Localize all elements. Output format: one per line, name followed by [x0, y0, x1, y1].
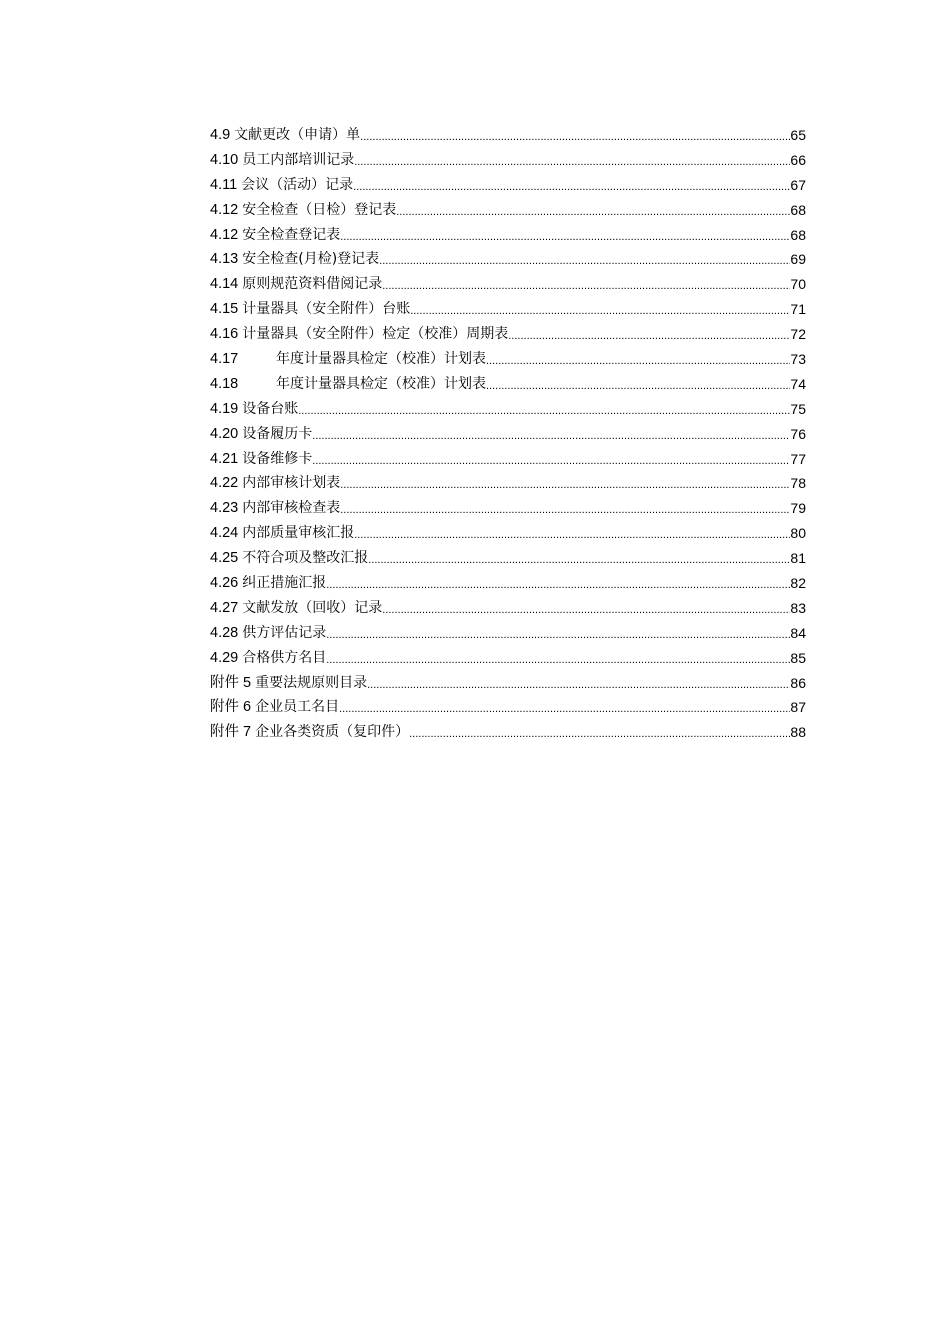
toc-entry-title: 员工内部培训记录 — [242, 151, 355, 168]
toc-entry-page: 71 — [790, 301, 806, 318]
toc-entry-title: 计量器具（安全附件）检定（校准）周期表 — [242, 326, 509, 343]
toc-entry-number: 4.12 — [210, 226, 239, 243]
toc-entry[interactable] — [210, 546, 806, 571]
toc-entry-title: 合格供方名目 — [242, 649, 327, 666]
toc-entry-page: 83 — [790, 599, 806, 616]
toc-entry[interactable] — [210, 596, 806, 621]
toc-entry-number: 4.14 — [210, 276, 239, 293]
toc-dot-leader — [382, 272, 790, 297]
toc-dot-leader — [367, 671, 790, 696]
toc-entry-number: 4.9 — [210, 126, 231, 143]
toc-entry-title: 安全检查（日检）登记表 — [242, 201, 397, 218]
toc-entry-title: 安全检查登记表 — [242, 226, 341, 243]
toc-entry-title: 设备履历卡 — [242, 425, 313, 442]
toc-entry-page: 85 — [790, 649, 806, 666]
toc-entry-title: 重要法规原则目录 — [255, 674, 368, 691]
toc-entry[interactable] — [210, 372, 806, 397]
toc-entry[interactable] — [210, 720, 806, 745]
toc-entry-title: 安全检查(月检)登记表 — [242, 251, 380, 268]
toc-entry[interactable] — [210, 322, 806, 347]
toc-dot-leader — [354, 521, 790, 546]
toc-entry-title: 原则规范资料借阅记录 — [242, 276, 383, 293]
toc-entry-number: 4.27 — [210, 599, 239, 616]
toc-entry-page: 80 — [790, 525, 806, 542]
toc-entry-page: 67 — [790, 176, 806, 193]
toc-entry-title: 设备台账 — [242, 400, 299, 417]
toc-dot-leader — [340, 471, 790, 496]
toc-dot-leader — [508, 322, 790, 347]
toc-dot-leader — [312, 422, 790, 447]
toc-entry-title: 年度计量器具检定（校准）计划表 — [276, 351, 486, 367]
toc-dot-leader — [298, 397, 790, 422]
toc-entry[interactable] — [210, 621, 806, 646]
toc-entry-page: 68 — [790, 226, 806, 243]
toc-dot-leader — [340, 496, 790, 521]
toc-entry-title: 纠正措施汇报 — [242, 575, 327, 592]
toc-dot-leader — [326, 646, 790, 671]
toc-entry-number: 4.26 — [210, 575, 239, 592]
toc-dot-leader — [312, 447, 790, 472]
toc-entry-page: 77 — [790, 450, 806, 467]
toc-entry-number: 4.11 — [210, 176, 238, 193]
toc-entry-page: 82 — [790, 575, 806, 592]
toc-entry-title: 计量器具（安全附件）台账 — [242, 301, 411, 318]
toc-entry[interactable] — [210, 272, 806, 297]
toc-entry[interactable] — [210, 223, 806, 248]
toc-entry-number: 4.17 — [210, 351, 239, 367]
toc-entry[interactable] — [210, 397, 806, 422]
toc-entry-title: 年度计量器具检定（校准）计划表 — [276, 375, 486, 392]
toc-entry-page: 72 — [790, 326, 806, 343]
toc-entry-page: 79 — [790, 500, 806, 517]
toc-entry-number: 4.22 — [210, 475, 239, 492]
toc-dot-leader — [382, 596, 790, 621]
toc-entry-number: 4.25 — [210, 550, 239, 567]
toc-entry-number: 4.15 — [210, 301, 239, 318]
toc-entry-title: 内部审核计划表 — [242, 475, 341, 492]
toc-entry-number: 4.13 — [210, 251, 239, 268]
toc-entry[interactable] — [210, 695, 806, 720]
toc-entry-page: 84 — [790, 624, 806, 641]
toc-dot-leader — [486, 347, 790, 372]
toc-entry-page: 66 — [790, 151, 806, 168]
toc-entry-number: 4.18 — [210, 375, 239, 392]
toc-entry-page: 65 — [790, 126, 806, 143]
toc-entry-title: 供方评估记录 — [242, 624, 327, 641]
toc-entry[interactable] — [210, 173, 806, 198]
toc-entry[interactable] — [210, 297, 806, 322]
toc-dot-leader — [326, 571, 790, 596]
toc-entry-number: 4.12 — [210, 201, 239, 218]
toc-entry-number: 4.16 — [210, 326, 239, 343]
toc-entry[interactable] — [210, 447, 806, 472]
table-of-contents — [210, 123, 806, 745]
toc-entry-number: 4.20 — [210, 425, 239, 442]
toc-entry-page: 86 — [790, 674, 806, 691]
toc-dot-leader — [339, 695, 790, 720]
toc-entry-number: 4.28 — [210, 624, 239, 641]
toc-entry-page: 73 — [790, 351, 806, 367]
toc-entry[interactable] — [210, 646, 806, 671]
toc-entry[interactable] — [210, 198, 806, 223]
toc-entry-page: 74 — [790, 375, 806, 392]
toc-entry-number: 附件 5 — [210, 674, 252, 691]
toc-entry-title: 会议（活动）记录 — [241, 176, 354, 193]
toc-dot-leader — [340, 223, 790, 248]
toc-entry-title: 企业各类资质（复印件） — [255, 724, 410, 741]
toc-dot-leader — [360, 123, 790, 148]
toc-entry[interactable] — [210, 496, 806, 521]
toc-dot-leader — [353, 173, 790, 198]
toc-dot-leader — [409, 720, 790, 745]
toc-entry-page: 88 — [790, 724, 806, 741]
toc-entry-number: 4.23 — [210, 500, 239, 517]
toc-entry-number: 4.24 — [210, 525, 239, 542]
toc-entry-page: 76 — [790, 425, 806, 442]
toc-entry[interactable] — [210, 671, 806, 696]
toc-entry-title: 内部审核检查表 — [242, 500, 341, 517]
toc-entry-page: 68 — [790, 201, 806, 218]
toc-entry-page: 75 — [790, 400, 806, 417]
toc-entry-title: 文献更改（申请）单 — [234, 126, 361, 143]
toc-dot-leader — [379, 247, 790, 272]
toc-entry[interactable] — [210, 422, 806, 447]
toc-entry-title: 不符合项及整改汇报 — [242, 550, 369, 567]
toc-entry-page: 78 — [790, 475, 806, 492]
toc-dot-leader — [368, 546, 790, 571]
toc-dot-leader — [354, 148, 790, 173]
toc-entry-title: 文献发放（回收）记录 — [242, 599, 383, 616]
toc-entry-title: 设备维修卡 — [242, 450, 313, 467]
toc-entry-page: 87 — [790, 699, 806, 716]
toc-entry-number: 4.21 — [210, 450, 239, 467]
toc-dot-leader — [326, 621, 790, 646]
toc-entry[interactable] — [210, 471, 806, 496]
toc-entry[interactable] — [210, 521, 806, 546]
toc-entry-number: 附件 6 — [210, 699, 252, 716]
toc-entry-page: 81 — [790, 550, 806, 567]
toc-entry-title: 企业员工名目 — [255, 699, 340, 716]
toc-dot-leader — [486, 372, 790, 397]
toc-entry-number: 4.29 — [210, 649, 239, 666]
toc-entry[interactable] — [210, 347, 806, 372]
toc-entry-number: 4.10 — [210, 151, 239, 168]
toc-entry-page: 70 — [790, 276, 806, 293]
toc-entry-number: 附件 7 — [210, 724, 252, 741]
toc-entry[interactable] — [210, 571, 806, 596]
toc-dot-leader — [410, 297, 790, 322]
toc-entry[interactable] — [210, 148, 806, 173]
toc-entry-title: 内部质量审核汇报 — [242, 525, 355, 542]
toc-dot-leader — [396, 198, 790, 223]
toc-entry-number: 4.19 — [210, 400, 239, 417]
toc-entry[interactable] — [210, 247, 806, 272]
toc-entry[interactable] — [210, 123, 806, 148]
toc-entry-page: 69 — [790, 251, 806, 268]
